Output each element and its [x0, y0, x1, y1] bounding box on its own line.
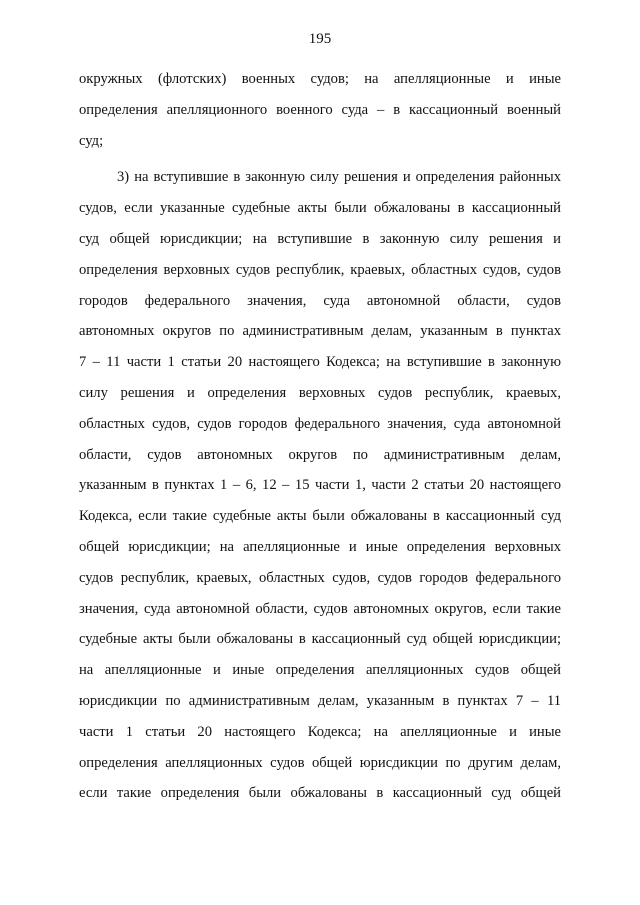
- text-line: определения апелляционного военного суда – в кассационный военный: [79, 101, 561, 118]
- text-line: городов федерального значения, суда автономной области, судов: [79, 292, 561, 309]
- text-line: автономных округов по административным делам, указанным в пунктах: [79, 323, 561, 340]
- text-line: силу решения и определения верховных судов республик, краевых,: [79, 384, 561, 401]
- text-line: если такие определения были обжалованы в кассационный суд общей: [79, 785, 561, 802]
- text-line: Кодекса, если такие судебные акты были обжалованы в кассационный суд: [79, 508, 561, 525]
- text-line: области, судов автономных округов по административным делам,: [79, 446, 561, 463]
- paragraph-2: [79, 162, 561, 809]
- text-line: указанным в пунктах 1 – 6, 12 – 15 части 1, части 2 статьи 20 настоящего: [79, 477, 561, 494]
- text-line: 3) на вступившие в законную силу решения и определения районных: [117, 169, 561, 186]
- text-line: судебные акты были обжалованы в кассационный суд общей юрисдикции;: [79, 631, 561, 648]
- paragraph-1: [79, 64, 561, 156]
- text-line: областных судов, судов городов федерального значения, суда автономной: [79, 415, 561, 432]
- text-line: суд общей юрисдикции; на вступившие в законную силу решения и: [79, 230, 561, 247]
- text-line: значения, суда автономной области, судов автономных округов, если такие: [79, 600, 561, 617]
- text-line: части 1 статьи 20 настоящего Кодекса; на апелляционные и иные: [79, 723, 561, 740]
- text-line: судов республик, краевых, областных судов, судов городов федерального: [79, 569, 561, 586]
- text-line: суд;: [79, 132, 104, 149]
- text-line: определения верховных судов республик, краевых, областных судов, судов: [79, 261, 561, 278]
- text-line: судов, если указанные судебные акты были обжалованы в кассационный: [79, 200, 561, 217]
- text-line: окружных (флотских) военных судов; на апелляционные и иные: [79, 71, 561, 87]
- text-line: юрисдикции по административным делам, указанным в пунктах 7 – 11: [79, 692, 561, 709]
- page-number: 195: [308, 31, 332, 47]
- text-line: определения апелляционных судов общей юрисдикции по другим делам,: [79, 754, 561, 771]
- document-body: [79, 64, 561, 809]
- text-line: 7 – 11 части 1 статьи 20 настоящего Кодекса; на вступившие в законную: [79, 354, 561, 371]
- text-line: общей юрисдикции; на апелляционные и иные определения верховных: [79, 538, 561, 555]
- text-line: на апелляционные и иные определения апелляционных судов общей: [79, 662, 561, 679]
